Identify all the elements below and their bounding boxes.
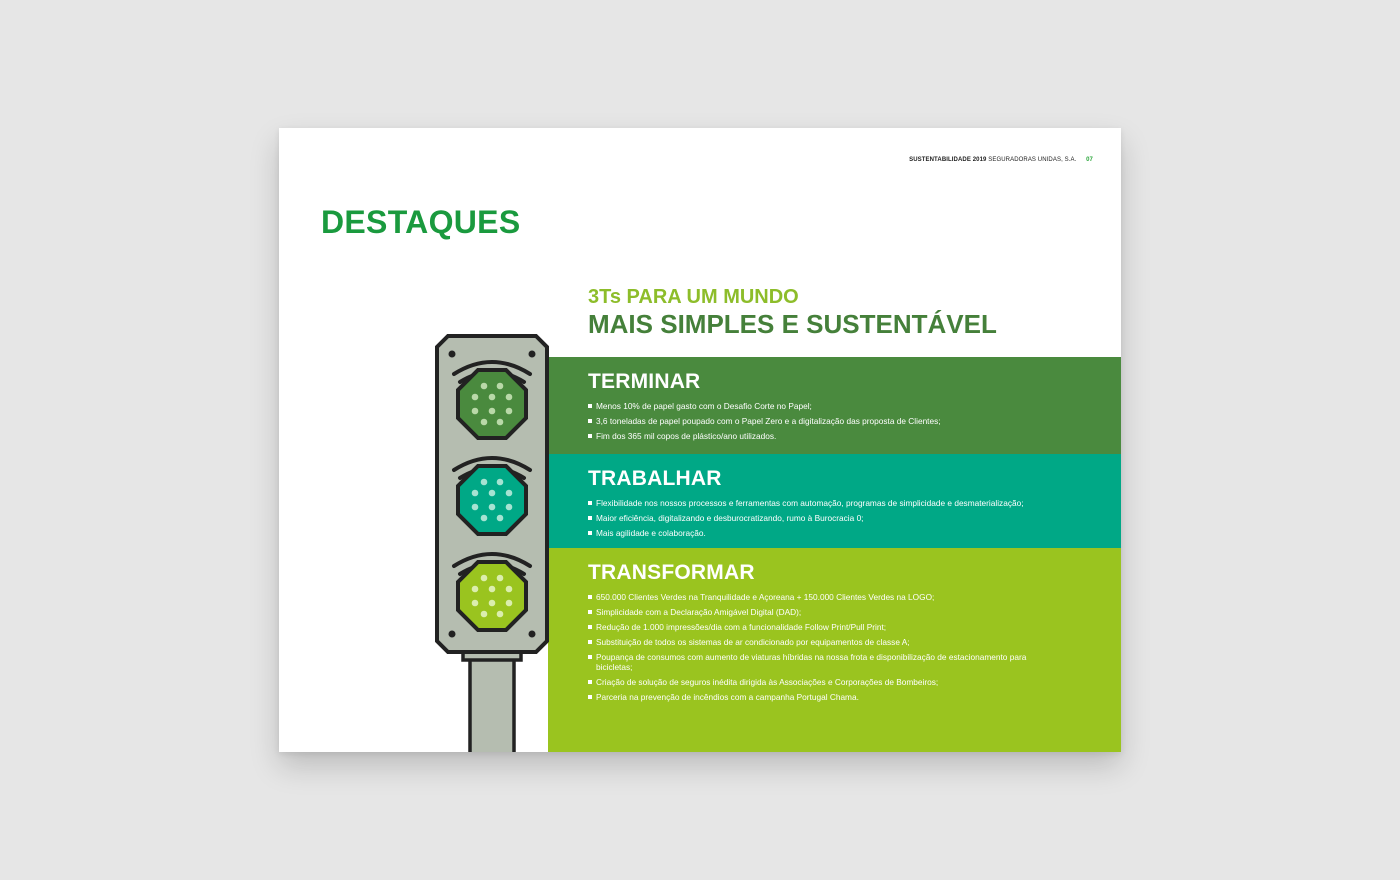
section-title: TERMINAR <box>588 370 701 393</box>
section-list <box>588 498 1068 543</box>
list-item: Fim dos 365 mil copos de plástico/ano utilizados. <box>588 431 1068 441</box>
list-item: Maior eficiência, digitalizando e desburocratizando, rumo à Burocracia 0; <box>588 513 1068 523</box>
section-list <box>588 401 1068 446</box>
list-item: Mais agilidade e colaboração. <box>588 528 1068 538</box>
list-item: Menos 10% de papel gasto com o Desafio Corte no Papel; <box>588 401 1068 411</box>
list-item: Criação de solução de seguros inédita dirigida às Associações e Corporações de Bombeiros; <box>588 677 1058 687</box>
list-item: Flexibilidade nos nossos processos e ferramentas com automação, programas de simplicidade e desmaterialização; <box>588 498 1068 508</box>
running-header <box>909 157 1093 163</box>
subtitle-line-2: MAIS SIMPLES E SUSTENTÁVEL <box>588 309 997 339</box>
section-terminar <box>548 357 1121 454</box>
list-item: Simplicidade com a Declaração Amigável Digital (DAD); <box>588 607 1058 617</box>
list-item: 3,6 toneladas de papel poupado com o Papel Zero e a digitalização das proposta de Clientes; <box>588 416 1068 426</box>
traffic-light-icon <box>434 334 550 752</box>
page-number: 07 <box>1086 157 1093 163</box>
section-title: TRABALHAR <box>588 467 722 490</box>
section-trabalhar <box>548 454 1121 548</box>
section-title: TRANSFORMAR <box>588 561 755 584</box>
subtitle-line-1: 3Ts PARA UM MUNDO <box>588 286 799 308</box>
list-item: Substituição de todos os sistemas de ar condicionado por equipamentos de classe A; <box>588 637 1058 647</box>
list-item: Redução de 1.000 impressões/dia com a funcionalidade Follow Print/Pull Print; <box>588 622 1058 632</box>
list-item: Parceria na prevenção de incêndios com a campanha Portugal Chama. <box>588 692 1058 702</box>
company-name: SEGURADORAS UNIDAS, S.A. <box>988 157 1077 163</box>
section-transformar <box>548 548 1121 752</box>
list-item: Poupança de consumos com aumento de viaturas híbridas na nossa frota e disponibilização de estacionamento para bicicletas; <box>588 652 1058 672</box>
section-list <box>588 592 1058 707</box>
document-page <box>279 128 1121 752</box>
report-name: SUSTENTABILIDADE 2019 <box>909 157 987 163</box>
page-title: DESTAQUES <box>321 204 521 240</box>
list-item: 650.000 Clientes Verdes na Tranquilidade e Açoreana + 150.000 Clientes Verdes na LOGO; <box>588 592 1058 602</box>
